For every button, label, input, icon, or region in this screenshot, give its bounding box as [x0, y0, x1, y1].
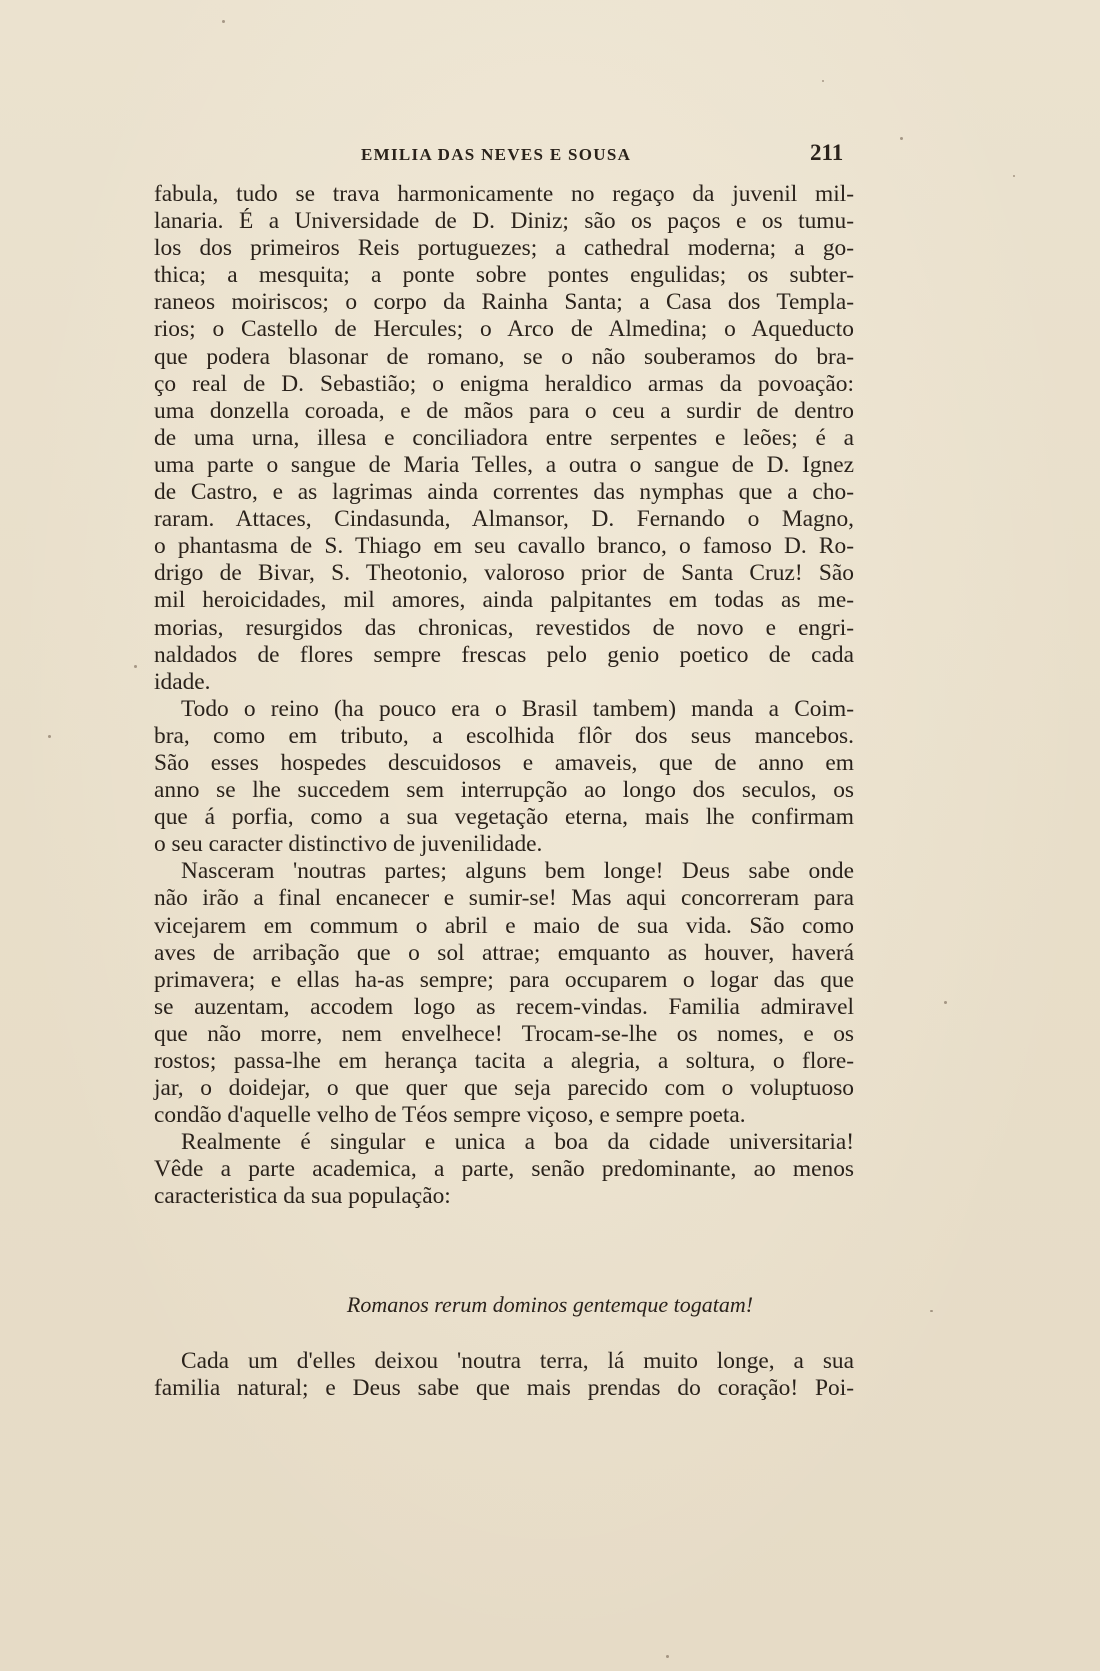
- text-line: primavera; e ellas ha-as sempre; para occuparem o logar das que: [154, 966, 854, 993]
- text-line: raram. Attaces, Cindasunda, Almansor, D. Fernando o Magno,: [154, 506, 854, 533]
- text-line: fabula, tudo se trava harmonicamente no regaço da juvenil mil-: [154, 181, 854, 207]
- running-title: EMILIA DAS NEVES E SOUSA: [361, 145, 632, 164]
- paper-speck: [930, 1310, 933, 1312]
- text-line: rostos; passa-lhe em herança tacita a alegria, a soltura, o flore-: [154, 1048, 854, 1074]
- text-line: drigo de Bivar, S. Theotonio, valoroso prior de Santa Cruz! São: [154, 560, 854, 587]
- text-line: que não morre, nem envelhece! Trocam-se-lhe os nomes, e os: [154, 1020, 854, 1047]
- paragraph-start: Nasceram 'noutras partes; alguns bem longe! Deus sabe onde: [181, 858, 854, 885]
- text-line: rios; o Castello de Hercules; o Arco de Almedina; o Aqueducto: [154, 316, 854, 343]
- text-line: raneos moiriscos; o corpo da Rainha Santa; a Casa dos Templa-: [154, 289, 854, 316]
- text-line: naldados de flores sempre frescas pelo genio poetico de cada: [154, 641, 854, 668]
- paper-speck: [222, 20, 225, 23]
- text-line: de uma urna, illesa e conciliadora entre serpentes e leões; é a: [154, 424, 854, 451]
- text-line: anno se lhe succedem sem interrupção ao longo dos seculos, os: [154, 777, 854, 804]
- text-line: ço real de D. Sebastião; o enigma heraldico armas da povoação:: [154, 370, 854, 397]
- paragraph-start: Todo o reino (ha pouco era o Brasil tambem) manda a Coim-: [181, 695, 854, 722]
- paper-speck: [134, 665, 137, 668]
- paragraph-start: Realmente é singular e unica a boa da cidade universitaria!: [181, 1129, 854, 1156]
- paragraph-start: Cada um d'elles deixou 'noutra terra, lá muito longe, a sua: [181, 1348, 854, 1374]
- paper-speck: [900, 137, 903, 140]
- paper-speck: [944, 1001, 947, 1004]
- text-line: o seu caracter distinctivo de juvenilidade.: [154, 831, 543, 858]
- text-line: que podera blasonar de romano, se o não souberamos do bra-: [154, 343, 854, 370]
- main-text: [154, 181, 854, 1211]
- text-line: familia natural; e Deus sabe que mais prendas do coração! Poi-: [154, 1375, 854, 1402]
- text-line: se auzentam, accodem logo as recem-vindas. Familia admiravel: [154, 993, 854, 1020]
- text-line: uma donzella coroada, e de mãos para o ceu a surdir de dentro: [154, 397, 854, 424]
- text-line: jar, o doidejar, o que quer que seja parecido com o voluptuoso: [154, 1075, 854, 1102]
- text-line: los dos primeiros Reis portuguezes; a cathedral moderna; a go-: [154, 235, 854, 262]
- paper-speck: [1013, 175, 1015, 177]
- page-number: 211: [810, 140, 844, 165]
- text-line: de Castro, e as lagrimas ainda correntes das nymphas que a cho-: [154, 479, 854, 506]
- text-line: mil heroicidades, mil amores, ainda palpitantes em todas as me-: [154, 587, 854, 614]
- text-line: aves de arribação que o sol attrae; emquanto as houver, haverá: [154, 939, 854, 966]
- paper-speck: [666, 1655, 669, 1658]
- text-line: Vêde a parte academica, a parte, senão predominante, ao menos: [154, 1156, 854, 1183]
- text-line: caracteristica da sua população:: [154, 1183, 451, 1210]
- text-line: morias, resurgidos das chronicas, revestidos de novo e engri-: [154, 614, 854, 641]
- text-line: idade.: [154, 668, 211, 695]
- paper-speck: [48, 735, 51, 738]
- text-line: condão d'aquelle velho de Téos sempre viçoso, e sempre poeta.: [154, 1102, 746, 1129]
- text-line: São esses hospedes descuidosos e amaveis, que de anno em: [154, 749, 854, 776]
- closing-text: [154, 1348, 854, 1402]
- text-line: vicejarem em commum o abril e maio de sua vida. São como: [154, 912, 854, 939]
- text-line: o phantasma de S. Thiago em seu cavallo branco, o famoso D. Ro-: [154, 533, 854, 560]
- text-line: que á porfia, como a sua vegetação eterna, mais lhe confirmam: [154, 804, 854, 831]
- paper-speck: [822, 80, 824, 82]
- running-head: [0, 140, 1100, 170]
- text-line: não irão a final encanecer e sumir-se! Mas aqui concorreram para: [154, 885, 854, 912]
- text-line: thica; a mesquita; a ponte sobre pontes engulidas; os subter-: [154, 262, 854, 289]
- text-line: uma parte o sangue de Maria Telles, a outra o sangue de D. Ignez: [154, 451, 854, 478]
- latin-epigraph: Romanos rerum dominos gentemque togatam!: [346, 1292, 754, 1317]
- text-line: lanaria. É a Universidade de D. Diniz; são os paços e os tumu-: [154, 208, 854, 235]
- text-line: bra, como em tributo, a escolhida flôr dos seus mancebos.: [154, 722, 854, 749]
